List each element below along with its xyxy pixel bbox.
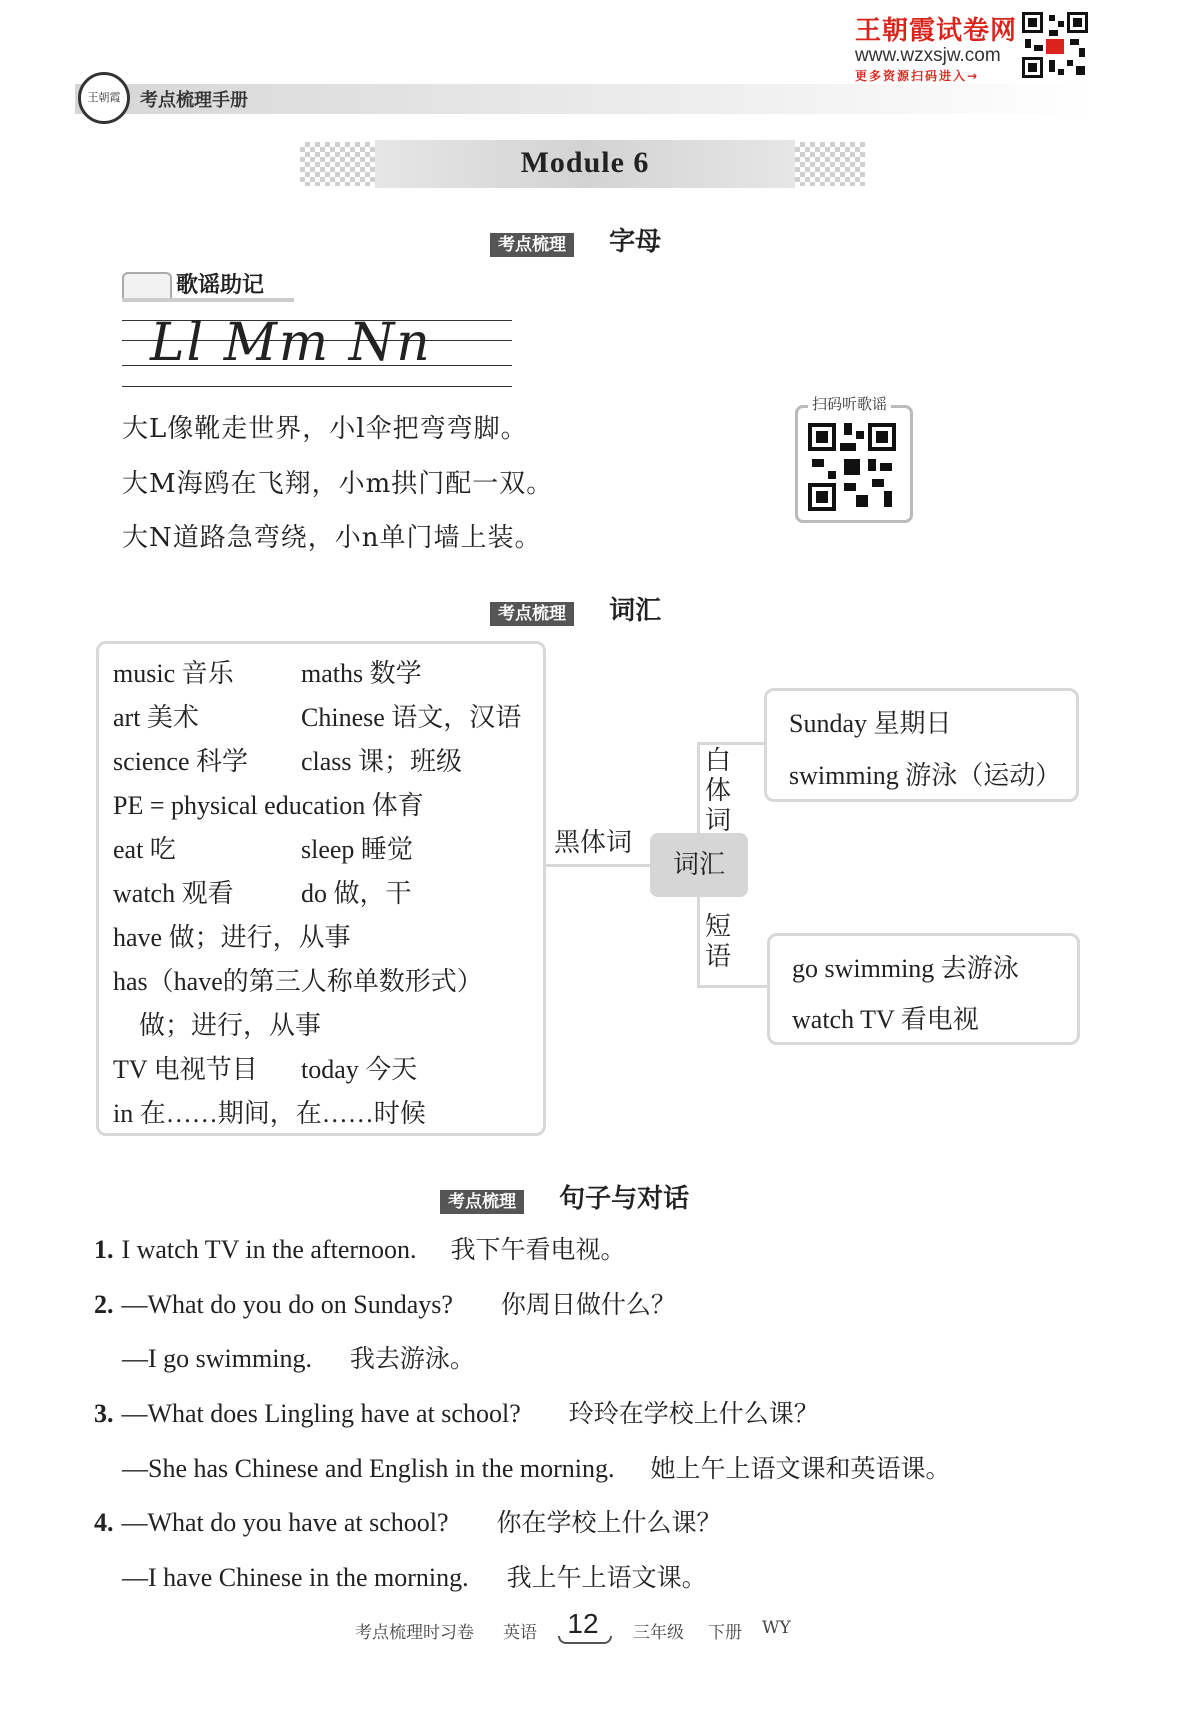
publisher-logo xyxy=(78,72,130,124)
vocab-item: have 做；进行，从事 xyxy=(113,923,351,952)
vocab-item: go swimming 去游泳 xyxy=(792,954,1019,983)
white-words-box xyxy=(764,688,1079,802)
section-tag: 考点梳理 xyxy=(490,602,574,626)
sentence-chinese: 我去游泳。 xyxy=(349,1344,475,1373)
vocab-item: eat 吃 xyxy=(113,835,176,864)
vocab-item: today 今天 xyxy=(301,1055,418,1084)
phrases-label: 短语 xyxy=(704,912,731,972)
section-tag: 考点梳理 xyxy=(440,1190,524,1214)
rhyme-line: 大L像靴走世界，小l伞把弯弯脚。 xyxy=(122,414,528,444)
song-label: 歌谣助记 xyxy=(176,273,265,298)
logo-text: 王朝霞 xyxy=(87,91,121,104)
vocab-item: watch TV 看电视 xyxy=(792,1005,979,1034)
vocab-item: sleep 睡觉 xyxy=(301,835,413,864)
footer-volume: 下册 xyxy=(708,1623,742,1643)
connector-line xyxy=(697,985,767,988)
vocab-item: 做；进行，从事 xyxy=(113,1011,322,1040)
brand-name: 王朝霞试卷网 xyxy=(855,16,1018,46)
vocab-item: art 美术 xyxy=(113,703,199,732)
vocab-item: music 音乐 xyxy=(113,659,234,688)
vocab-item: swimming 游泳（运动） xyxy=(789,761,1062,790)
sentence-number: 4. xyxy=(94,1508,114,1537)
section-title: 词汇 xyxy=(609,596,662,626)
section-heading-letters xyxy=(490,221,661,258)
sentence-english: —She has Chinese and English in the morning. xyxy=(122,1454,615,1483)
vocab-item: watch 观看 xyxy=(113,879,234,908)
vocab-item: do 做，干 xyxy=(301,879,412,908)
footer-subject: 英语 xyxy=(503,1623,537,1643)
manual-title: 考点梳理手册 xyxy=(140,90,248,111)
sentence-english: —I have Chinese in the morning. xyxy=(122,1563,469,1592)
rhyme-line: 大N道路急弯绕，小n单门墙上装。 xyxy=(122,523,542,553)
bold-words-label: 黑体词 xyxy=(554,828,633,858)
vocab-item: class 课；班级 xyxy=(301,747,463,776)
vocab-item: maths 数学 xyxy=(301,659,422,688)
section-title: 句子与对话 xyxy=(559,1184,690,1214)
sentence-chinese: 玲玲在学校上什么课？ xyxy=(568,1399,819,1428)
footer-grade: 三年级 xyxy=(633,1623,684,1643)
handwriting-line-4 xyxy=(122,386,512,387)
letter-handwriting: Ll Mm Nn xyxy=(150,313,432,373)
footer-series: 考点梳理时习卷 xyxy=(355,1623,474,1643)
module-title: Module 6 xyxy=(520,146,650,179)
section-tag: 考点梳理 xyxy=(490,233,574,257)
vocab-item: in 在……期间，在……时候 xyxy=(113,1099,426,1128)
sentence-english: I watch TV in the afternoon. xyxy=(121,1235,417,1264)
page-number: 12 xyxy=(567,1608,599,1639)
sentence-item xyxy=(94,1394,819,1430)
vocab-center-node: 词汇 xyxy=(650,833,748,897)
vocab-item: Sunday 星期日 xyxy=(789,709,952,738)
page-number-bracket xyxy=(558,1636,612,1644)
qr-label: 扫码听歌谣 xyxy=(808,393,891,414)
white-words-label: 白体词 xyxy=(704,746,731,836)
sentence-chinese: 她上午上语文课和英语课。 xyxy=(650,1454,951,1483)
sentence-item xyxy=(122,1339,475,1375)
vocab-item: PE = physical education 体育 xyxy=(113,791,424,820)
brand-hint: 更多资源扫码进入→ xyxy=(855,69,980,83)
sentence-english: —What do you have at school? xyxy=(121,1508,449,1537)
sentence-number: 3. xyxy=(94,1399,114,1428)
sentence-number: 1. xyxy=(94,1235,114,1264)
sentence-item xyxy=(94,1503,722,1539)
section-title: 字母 xyxy=(609,227,662,257)
sentence-english: —What does Lingling have at school? xyxy=(121,1399,521,1428)
sentence-chinese: 你在学校上什么课？ xyxy=(496,1508,722,1537)
sentence-item xyxy=(94,1285,676,1321)
sentence-item xyxy=(94,1230,626,1266)
sentence-english: —What do you do on Sundays? xyxy=(121,1290,453,1319)
section-heading-sentences xyxy=(440,1178,689,1215)
vocab-item: Chinese 语文，汉语 xyxy=(301,703,522,732)
footer-edition: WY xyxy=(762,1618,791,1638)
sentence-chinese: 我下午看电视。 xyxy=(450,1235,626,1264)
vocab-item: science 科学 xyxy=(113,747,249,776)
vocab-item: TV 电视节目 xyxy=(113,1055,258,1084)
sentence-item xyxy=(122,1558,707,1594)
vocab-item: has（have的第三人称单数形式） xyxy=(113,967,483,996)
sentence-english: —I go swimming. xyxy=(122,1344,312,1373)
phrases-box xyxy=(767,933,1080,1045)
sentence-chinese: 我上午上语文课。 xyxy=(506,1563,707,1592)
connector-line xyxy=(697,742,764,745)
connector-line xyxy=(546,864,650,867)
sentence-chinese: 你周日做什么？ xyxy=(500,1290,676,1319)
brand-qr-code-icon[interactable] xyxy=(1022,12,1088,78)
song-qr-code-icon[interactable] xyxy=(808,423,896,511)
section-heading-vocab xyxy=(490,590,661,627)
brand-url[interactable]: www.wzxsjw.com xyxy=(855,45,1001,66)
sentence-number: 2. xyxy=(94,1290,114,1319)
bold-words-box xyxy=(96,641,546,1136)
rhyme-line: 大M海鸥在飞翔，小m拱门配一双。 xyxy=(122,469,554,499)
sentence-item xyxy=(122,1449,950,1485)
